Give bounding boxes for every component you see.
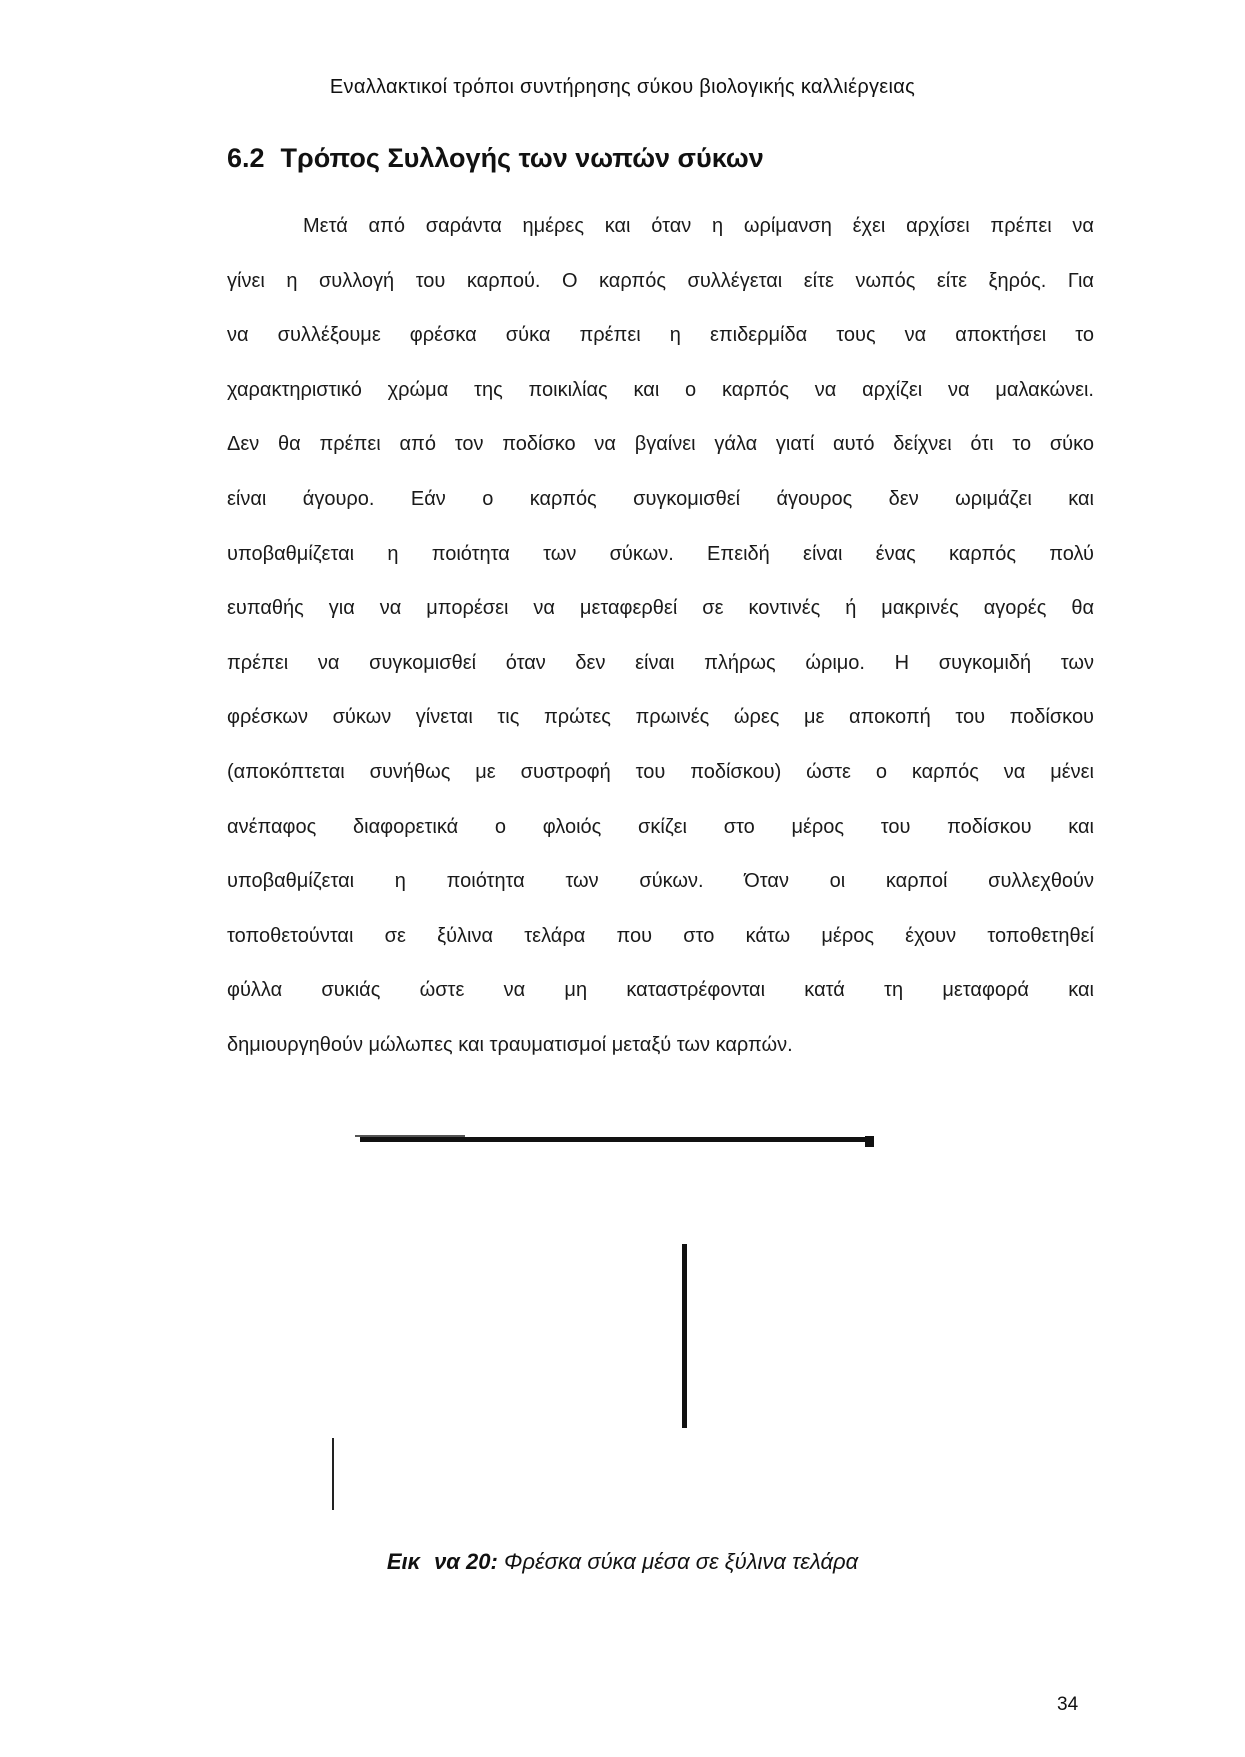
text-line: να συλλέξουμε φρέσκα σύκα πρέπει η επιδερμίδα τους να αποκτήσει το: [227, 324, 1094, 347]
text-line: φύλλα συκιάς ώστε να μη καταστρέφονται κατά τη μεταφορά και: [227, 979, 1094, 1002]
text-line: Μετά από σαράντα ημέρες και όταν η ωρίμανση έχει αρχίσει πρέπει να: [303, 215, 1094, 237]
text-line: (αποκόπτεται συνήθως με συστροφή του ποδίσκου) ώστε ο καρπός να μένει: [227, 760, 1094, 783]
section-title: Τρόπος Συλλογής των νωπών σύκων: [280, 143, 764, 173]
page-number: 34: [1057, 1694, 1079, 1715]
text-line: πρέπει να συγκομισθεί όταν δεν είναι πλήρως ώριμο. Η συγκομιδή των: [227, 651, 1094, 674]
body-paragraph: [227, 199, 1094, 1073]
figure-vertical-line-small: [332, 1438, 334, 1510]
text-line: υποβαθμίζεται η ποιότητα των σύκων. Όταν οι καρποί συλλεχθούν: [227, 870, 1094, 893]
caption-label: [387, 1549, 498, 1574]
running-header: Εναλλακτικοί τρόποι συντήρησης σύκου βιολογικής καλλιέργειας: [329, 76, 916, 98]
section-number: 6.2: [227, 143, 265, 173]
text-line: ανέπαφος διαφορετικά ο φλοιός σκίζει στο μέρος του ποδίσκου και: [227, 815, 1094, 838]
text-line: γίνει η συλλογή του καρπού. Ο καρπός συλλέγεται είτε νωπός είτε ξηρός. Για: [227, 269, 1094, 292]
section-heading: [227, 143, 764, 174]
caption-label-part2: να 20:: [434, 1549, 498, 1574]
text-line: φρέσκων σύκων γίνεται τις πρώτες πρωινές ώρες με αποκοπή του ποδίσκου: [227, 706, 1094, 729]
caption-text: Φρέσκα σύκα μέσα σε ξύλινα τελάρα: [503, 1549, 859, 1574]
figure-caption: [0, 1549, 1245, 1575]
text-line: δημιουργηθούν μώλωπες και τραυματισμοί μεταξύ των καρπών.: [227, 1033, 793, 1056]
text-line: είναι άγουρο. Εάν ο καρπός συγκομισθεί άγουρος δεν ωριμάζει και: [227, 487, 1094, 510]
text-line: ευπαθής για να μπορέσει να μεταφερθεί σε κοντινές ή μακρινές αγορές θα: [227, 597, 1094, 620]
text-line: χαρακτηριστικό χρώμα της ποικιλίας και ο καρπός να αρχίζει να μαλακώνει.: [227, 378, 1094, 401]
figure-rule-end-mark: [865, 1136, 874, 1147]
text-line: Δεν θα πρέπει από τον ποδίσκο να βγαίνει γάλα γιατί αυτό δείχνει ότι το σύκο: [227, 433, 1094, 456]
figure-vertical-line: [682, 1244, 687, 1428]
text-line: υποβαθμίζεται η ποιότητα των σύκων. Επειδή είναι ένας καρπός πολύ: [227, 542, 1094, 565]
figure-top-rule: [360, 1137, 873, 1142]
text-line: τοποθετούνται σε ξύλινα τελάρα που στο κάτω μέρος έχουν τοποθετηθεί: [227, 924, 1094, 947]
figure-rule-thin: [355, 1135, 465, 1137]
caption-label-part1: Εικ: [386, 1549, 421, 1574]
